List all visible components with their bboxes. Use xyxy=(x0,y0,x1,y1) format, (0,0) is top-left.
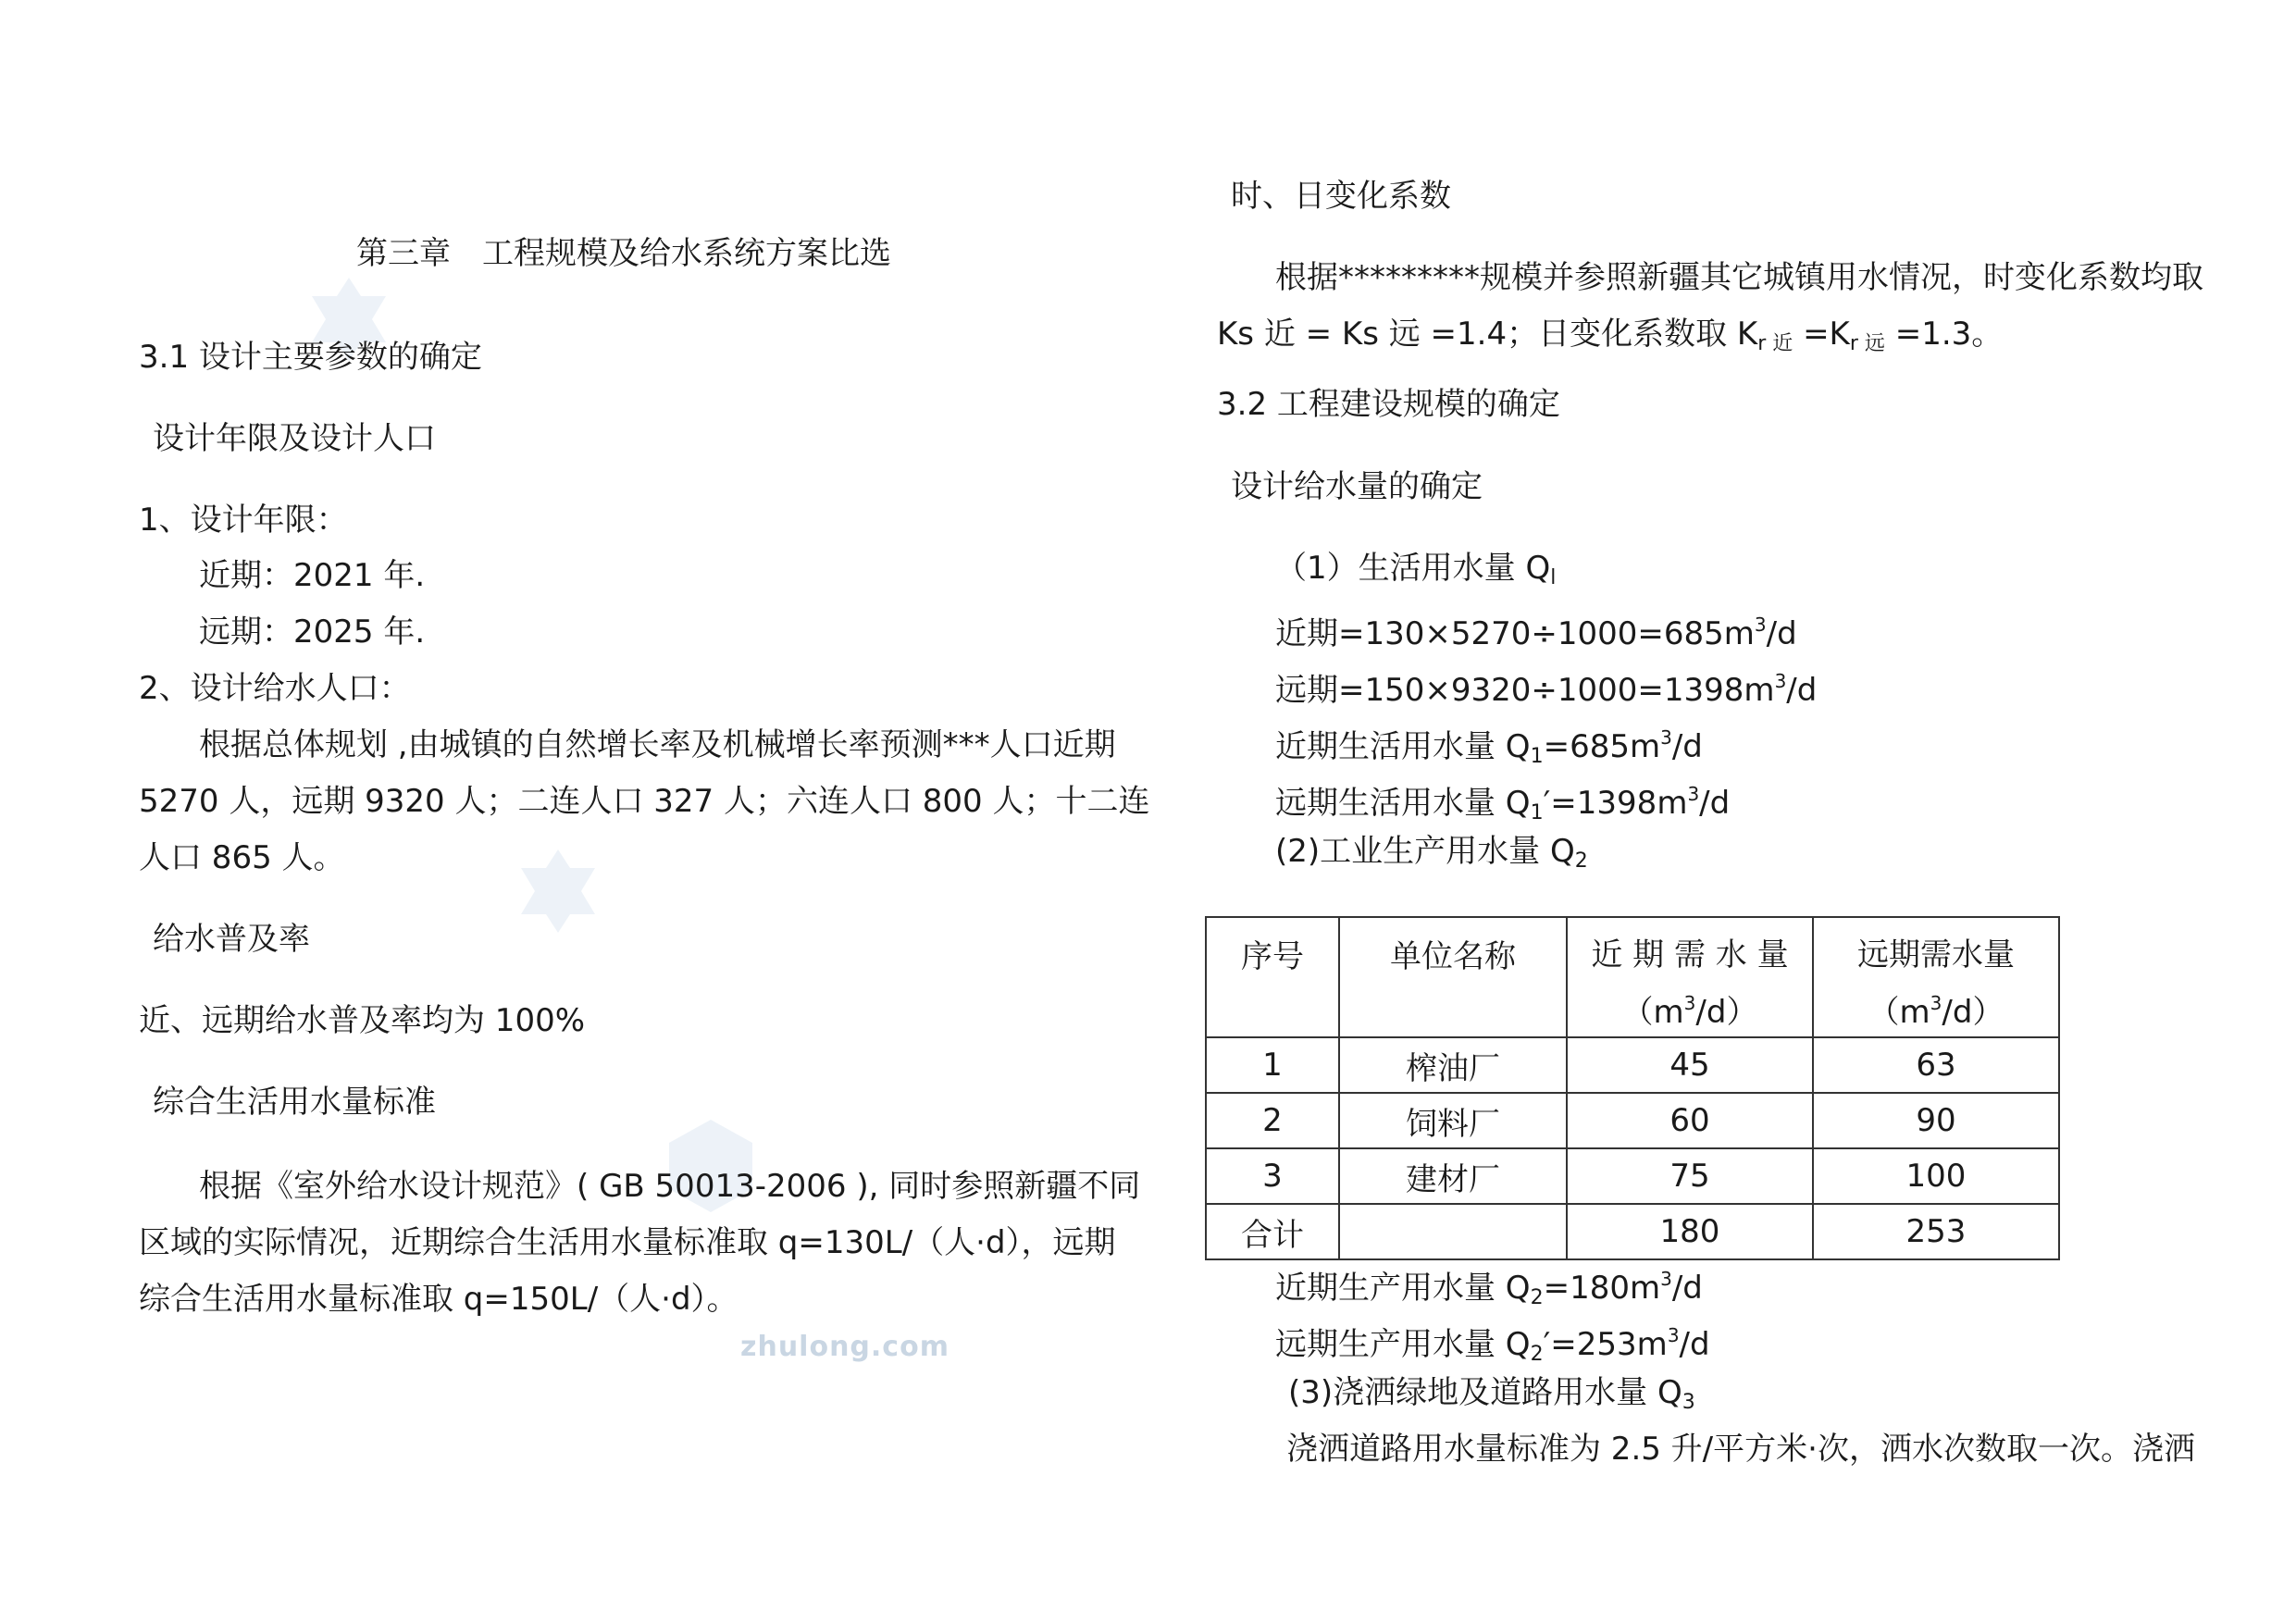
coefficient-paragraph-line: Ks 近 = Ks 远 =1.4；日变化系数取 $K_{r 近} =K_{r 远} =1.3$。 xyxy=(1217,316,2004,355)
table-cell: 45 xyxy=(1567,1037,1813,1093)
table-cell: 建材厂 xyxy=(1339,1148,1567,1204)
subheading-design-years: 设计年限及设计人口 xyxy=(153,420,436,457)
table-cell xyxy=(1339,1204,1567,1259)
item-1-design-years: 1、设计年限： xyxy=(139,502,348,539)
near-term-year: 近期：2021 年. xyxy=(199,557,426,594)
standard-paragraph-line: 区域的实际情况，近期综合生活用水量标准取 q=130L/（人·d），远期 xyxy=(139,1224,1116,1261)
subheading-water-standard: 综合生活用水量标准 xyxy=(153,1084,436,1121)
road-watering-text: 浇洒道路用水量标准为 2.5 升/平方米·次，洒水次数取一次。浇洒 xyxy=(1286,1431,2195,1468)
table-cell: 63 xyxy=(1813,1037,2059,1093)
table-cell: 饲料厂 xyxy=(1339,1093,1567,1148)
table-header-cell: 近 期 需 水 量 $(m^3/d)$ xyxy=(1567,917,1813,1037)
domestic-water-heading: （1）生活用水量 $Q_l$ xyxy=(1275,550,1557,589)
table-cell: 253 xyxy=(1813,1204,2059,1259)
table-total-row xyxy=(1206,1204,2059,1259)
watermark-emblem xyxy=(516,849,600,941)
item-2-design-population: 2、设计给水人口： xyxy=(139,670,411,707)
section-3-1-heading: 3.1 设计主要参数的确定 xyxy=(139,339,482,376)
table-row xyxy=(1206,1093,2059,1148)
table-cell: 榨油厂 xyxy=(1339,1037,1567,1093)
coverage-rate-text: 近、远期给水普及率均为 100% xyxy=(139,1002,586,1039)
near-term-production-water: 近期生产用水量 $Q_2=180m^3/d$ xyxy=(1275,1268,1703,1309)
table-cell: 1 xyxy=(1206,1037,1339,1093)
subheading-variation-coefficient: 时、日变化系数 xyxy=(1231,178,1451,215)
far-term-calculation: 远期$=150\times 9320\div 1000=1398m^3/d$ xyxy=(1275,670,1818,709)
far-term-production-water: 远期生产用水量 $Q_2'=253m^3/d$ xyxy=(1275,1324,1710,1366)
population-paragraph-line: 人口 865 人。 xyxy=(139,839,345,876)
table-cell: 90 xyxy=(1813,1093,2059,1148)
table-cell: 100 xyxy=(1813,1148,2059,1204)
watermark-text: zhulong.com xyxy=(740,1331,949,1363)
table-cell: 3 xyxy=(1206,1148,1339,1204)
table-cell: 2 xyxy=(1206,1093,1339,1148)
table-row xyxy=(1206,1037,2059,1093)
section-3-2-heading: 3.2 工程建设规模的确定 xyxy=(1217,386,1560,423)
far-term-year: 远期：2025 年. xyxy=(199,614,426,651)
table-cell: 60 xyxy=(1567,1093,1813,1148)
standard-paragraph-line: 综合生活用水量标准取 q=150L/（人·d）。 xyxy=(139,1281,738,1318)
table-cell: 180 xyxy=(1567,1204,1813,1259)
population-paragraph-line: 5270 人，远期 9320 人；二连人口 327 人；六连人口 800 人；十二连 xyxy=(139,783,1150,820)
subheading-coverage-rate: 给水普及率 xyxy=(153,921,310,958)
industrial-water-table xyxy=(1205,916,2060,1260)
table-header-row xyxy=(1206,917,2059,1037)
coefficient-paragraph-line: 根据*********规模并参照新疆其它城镇用水情况，时变化系数均取 xyxy=(1275,259,2203,296)
table-header-cell: 单位名称 xyxy=(1339,917,1567,1037)
irrigation-water-heading: (3)浇洒绿地及道路用水量 $Q_3$ xyxy=(1288,1374,1695,1414)
table-cell: 75 xyxy=(1567,1148,1813,1204)
industrial-water-heading: (2)工业生产用水量 $Q_2$ xyxy=(1275,833,1588,873)
table-cell: 合计 xyxy=(1206,1204,1339,1259)
near-term-domestic-water: 近期生活用水量 $Q_1=685m^3/d$ xyxy=(1275,726,1703,768)
subheading-supply-quantity: 设计给水量的确定 xyxy=(1231,468,1483,505)
far-term-domestic-water: 远期生活用水量 $Q_1'=1398m^3/d$ xyxy=(1275,783,1731,824)
table-header-cell: 远期需水量 $(m^3/d)$ xyxy=(1813,917,2059,1037)
chapter-title: 第三章 工程规模及给水系统方案比选 xyxy=(356,235,891,272)
population-paragraph-line: 根据总体规划 ,由城镇的自然增长率及机械增长率预测***人口近期 xyxy=(199,726,1116,763)
standard-paragraph-line: 根据《室外给水设计规范》( GB 50013-2006 ), 同时参照新疆不同 xyxy=(199,1168,1141,1205)
near-term-calculation: 近期$=130\times 5270\div 1000=685m^3/d$ xyxy=(1275,614,1797,652)
table-row xyxy=(1206,1148,2059,1204)
table-header-cell: 序号 xyxy=(1206,917,1339,1037)
